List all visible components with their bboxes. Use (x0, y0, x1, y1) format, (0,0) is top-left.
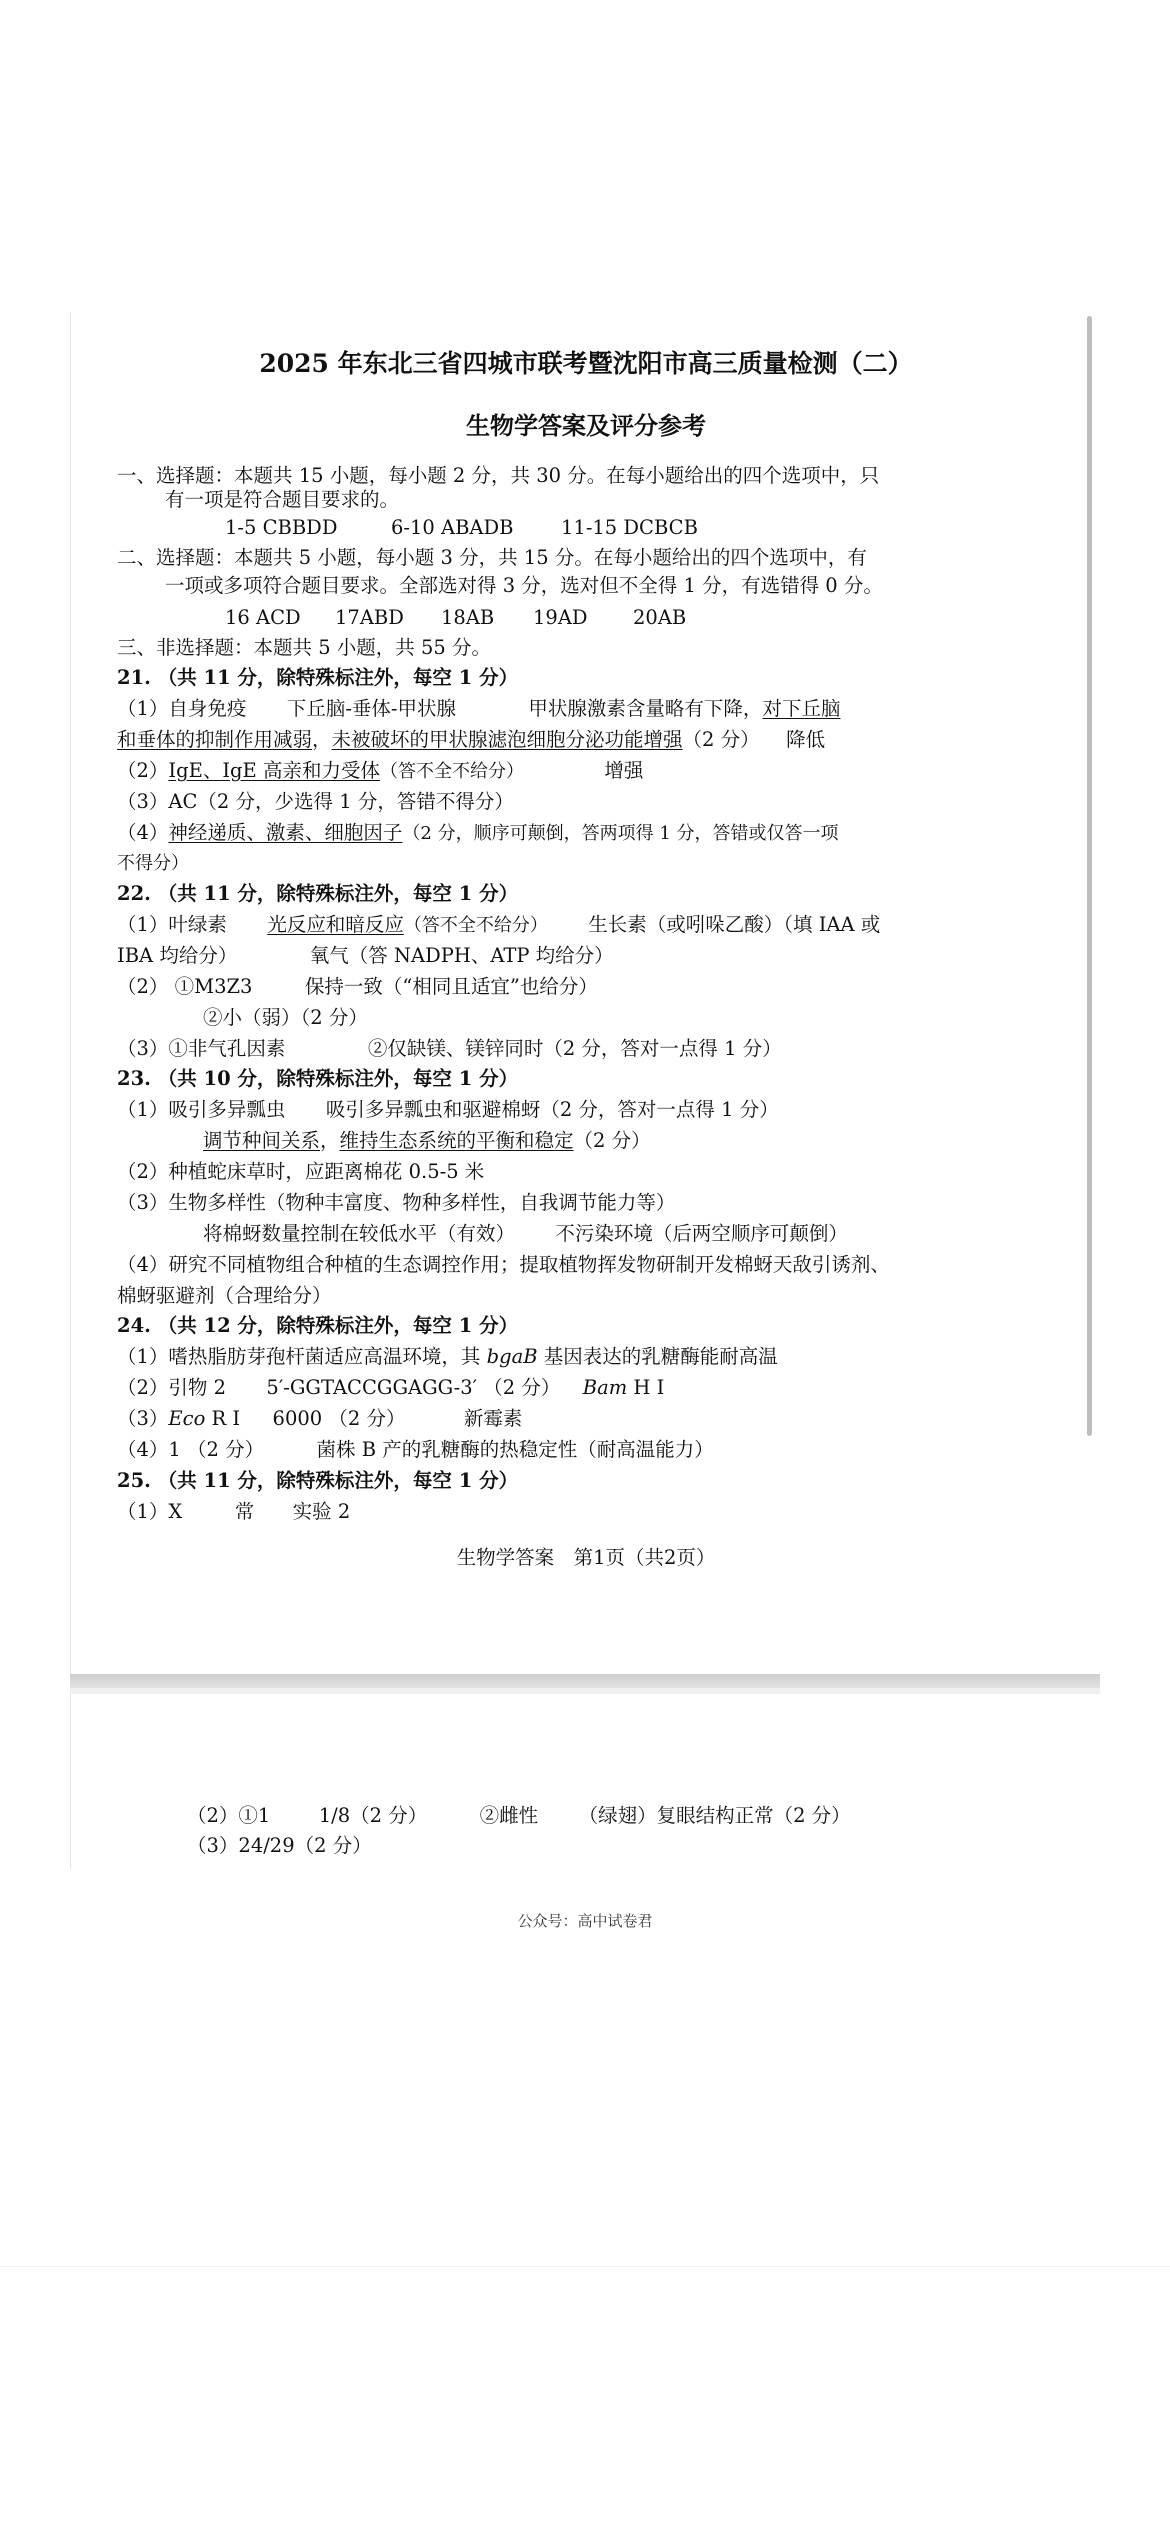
q23-score: （2 分） (573, 1129, 651, 1152)
q24-ans5: 菌株 B 产的乳糖酶的热稳定性（耐高温能力） (316, 1438, 714, 1461)
q23-line2 (203, 1129, 651, 1153)
q24-enzyme-suffix: H I (633, 1376, 665, 1399)
q21-ans3-cont2: 未被破坏的甲状腺滤泡细胞分泌功能增强 (331, 728, 683, 751)
q21-ans3-cont: 和垂体的抑制作用减弱 (117, 728, 313, 751)
q24-line3 (117, 1407, 522, 1431)
q24-line4 (117, 1438, 714, 1462)
q22-ans2: 光反应和暗反应 (267, 913, 404, 936)
q24-heading: 24. （共 12 分，除特殊标注外，每空 1 分） (117, 1314, 519, 1337)
q25-part2-label: （2） (187, 1804, 239, 1827)
q21-heading: 21. （共 11 分，除特殊标注外，每空 1 分） (117, 666, 519, 689)
section1-heading: 一、选择题：本题共 15 小题，每小题 2 分，共 30 分。在每小题给出的四个选项中，只 (117, 464, 880, 487)
q23-line1 (117, 1098, 779, 1122)
document-title: 2025 年东北三省四城市联考暨沈阳市高三质量检测（二） (259, 349, 913, 378)
section2-heading: 二、选择题：本题共 5 小题，每小题 3 分，共 15 分。在每小题给出的四个选项中，有 (117, 546, 867, 569)
q22-ans2-note: （答不全不给分） (403, 915, 548, 936)
q24-enzyme2-suffix: R I (211, 1407, 241, 1430)
q23-line3: （2）种植蛇床草时，应距离棉花 0.5-5 米 (117, 1160, 485, 1183)
q22-ans4: 氧气（答 NADPH、ATP 均给分） (309, 944, 614, 967)
vertical-scrollbar[interactable] (1087, 316, 1092, 1436)
section2-heading-cont: 一项或多项符合题目要求。全部选对得 3 分，选对但不全得 1 分，有选错得 0 分。 (165, 574, 883, 597)
q24-enzyme2: Eco (168, 1407, 206, 1430)
q22-part3-ans1: （3）①非气孔因素 (117, 1037, 286, 1060)
q23-line7: 棉蚜驱避剂（合理给分） (117, 1284, 332, 1307)
q25-ans1: （1）X (117, 1500, 183, 1523)
q23-line6: （4）研究不同植物组合种植的生态调控作用；提取植物挥发物研制开发棉蚜天敌引诱剂、 (117, 1253, 890, 1276)
document-subtitle: 生物学答案及评分参考 (466, 411, 706, 440)
q21-ans3: 甲状腺激素含量略有下降， (528, 697, 763, 720)
q21-line5 (117, 821, 839, 846)
q22-line1 (117, 913, 880, 938)
answer-19: 19AD (533, 606, 588, 629)
q24-ans1-cont: 基因表达的乳糖酶能耐高温 (543, 1345, 778, 1368)
q25-line3: （3）24/29（2 分） (187, 1834, 372, 1857)
q23-line4: （3）生物多样性（物种丰富度、物种多样性，自我调节能力等） (117, 1191, 676, 1214)
answer-1-5: 1-5 CBBDD (225, 516, 338, 539)
q22-part3-ans2: ②仅缺镁、镁锌同时（2 分，答对一点得 1 分） (367, 1037, 782, 1060)
q22-line3 (117, 975, 598, 999)
q22-part2-ans2: 保持一致（“相同且适宜”也给分） (304, 975, 598, 998)
q23-ans1: （1）吸引多异瓢虫 (117, 1098, 286, 1121)
q23-line5 (203, 1222, 848, 1246)
page-footer: 生物学答案 第1页（共2页） (456, 1546, 716, 1569)
q25-part2-ans3: ②雌性 (479, 1804, 539, 1827)
q24-line2 (117, 1376, 664, 1400)
q24-line1 (117, 1345, 778, 1369)
q21-ans4: 降低 (786, 728, 826, 751)
q24-primer-seq: 5′-GGTACCGGAGG-3′ (266, 1376, 478, 1399)
q23-ans3: 调节种间关系 (203, 1129, 321, 1152)
q23-ans2: 吸引多异瓢虫和驱避棉蚜（2 分，答对一点得 1 分） (325, 1098, 779, 1121)
q25-ans3: 实验 2 (292, 1500, 351, 1523)
answer-page-2 (70, 1694, 1097, 1869)
q21-comma: ， (312, 728, 332, 751)
q22-line4: ②小（弱）（2 分） (203, 1006, 368, 1029)
answer-17: 17ABD (335, 606, 404, 629)
q22-line5 (117, 1037, 782, 1061)
answer-20: 20AB (633, 606, 687, 629)
q24-enzyme: Bam (582, 1376, 628, 1399)
q25-line1 (117, 1500, 350, 1524)
q24-ans4: （4）1 (117, 1438, 181, 1461)
q21-score: （2 分） (682, 728, 760, 751)
q21-line3 (117, 759, 643, 784)
q21-line1 (117, 697, 840, 721)
q24-gene-name: bgaB (486, 1345, 538, 1368)
q22-part2-label: （2） (117, 975, 169, 998)
watermark-text: 公众号：高中试卷君 (517, 1912, 653, 1930)
section1-heading-cont: 有一项是符合题目要求的。 (165, 488, 400, 511)
q21-ans2: 下丘脑-垂体-甲状腺 (286, 697, 457, 720)
q21-part2-note: （答不全不给分） (379, 761, 524, 782)
q24-antibiotic: 新霉素 (463, 1407, 523, 1430)
q21-ans1: （1）自身免疫 (117, 697, 247, 720)
q23-heading: 23. （共 10 分，除特殊标注外，每空 1 分） (117, 1067, 519, 1090)
page-separator (70, 1674, 1100, 1688)
q25-part2-ans1: ①1 (238, 1804, 271, 1827)
q22-ans3-cont: IBA 均给分） (117, 944, 238, 967)
q21-part2-ans: IgE、IgE 高亲和力受体 (168, 759, 380, 782)
q24-score3: （2 分） (187, 1438, 265, 1461)
q25-ans2: 常 (234, 1500, 255, 1523)
answer-11-15: 11-15 DCBCB (561, 516, 698, 539)
answer-18: 18AB (441, 606, 495, 629)
q21-part4-note: （2 分，顺序可颠倒，答两项得 1 分，答错或仅答一项 (402, 823, 839, 844)
q25-part2-ans4: （绿翅）复眼结构正常（2 分） (578, 1804, 851, 1827)
q25-part2-ans2: 1/8（2 分） (318, 1804, 428, 1827)
q21-part4-label: （4） (117, 821, 169, 844)
answer-page-1 (70, 312, 1097, 1674)
q22-part2-ans1: ①M3Z3 (174, 975, 253, 998)
q25-line2 (187, 1804, 851, 1828)
q22-ans1: （1）叶绿素 (117, 913, 227, 936)
q23-ans6: 不污染环境（后两空顺序可颠倒） (555, 1222, 848, 1245)
q22-heading: 22. （共 11 分，除特殊标注外，每空 1 分） (117, 882, 519, 905)
q21-line4: （3）AC（2 分，少选得 1 分，答错不得分） (117, 790, 514, 813)
q21-ans3-underlined: 对下丘脑 (762, 697, 841, 720)
answer-6-10: 6-10 ABADB (391, 516, 514, 539)
q24-length: 6000 (272, 1407, 323, 1430)
q24-score2: （2 分） (328, 1407, 406, 1430)
q21-part4-ans: 神经递质、激素、细胞因子 (168, 821, 403, 844)
q25-heading: 25. （共 11 分，除特殊标注外，每空 1 分） (117, 1469, 519, 1492)
q24-ans2: （2）引物 2 (117, 1376, 227, 1399)
q21-part2-label: （2） (117, 759, 169, 782)
q21-line6: 不得分） (117, 853, 189, 874)
q24-part3-label: （3） (117, 1407, 169, 1430)
bottom-divider (0, 2266, 1170, 2267)
q24-ans1: （1）嗜热脂肪芽孢杆菌适应高温环境，其 (117, 1345, 481, 1368)
answer-16: 16 ACD (225, 606, 301, 629)
section3-heading: 三、非选择题：本题共 5 小题，共 55 分。 (117, 636, 492, 659)
q21-line2 (117, 728, 825, 752)
q23-comma: ， (320, 1129, 340, 1152)
q22-line2 (117, 944, 614, 968)
q22-ans3: 生长素（或吲哚乙酸）（填 IAA 或 (588, 913, 881, 936)
q23-ans5: 将棉蚜数量控制在较低水平（有效） (203, 1222, 516, 1245)
q24-score: （2 分） (483, 1376, 561, 1399)
q21-part2-ans2: 增强 (604, 759, 644, 782)
q23-ans3-cont: 维持生态系统的平衡和稳定 (339, 1129, 574, 1152)
